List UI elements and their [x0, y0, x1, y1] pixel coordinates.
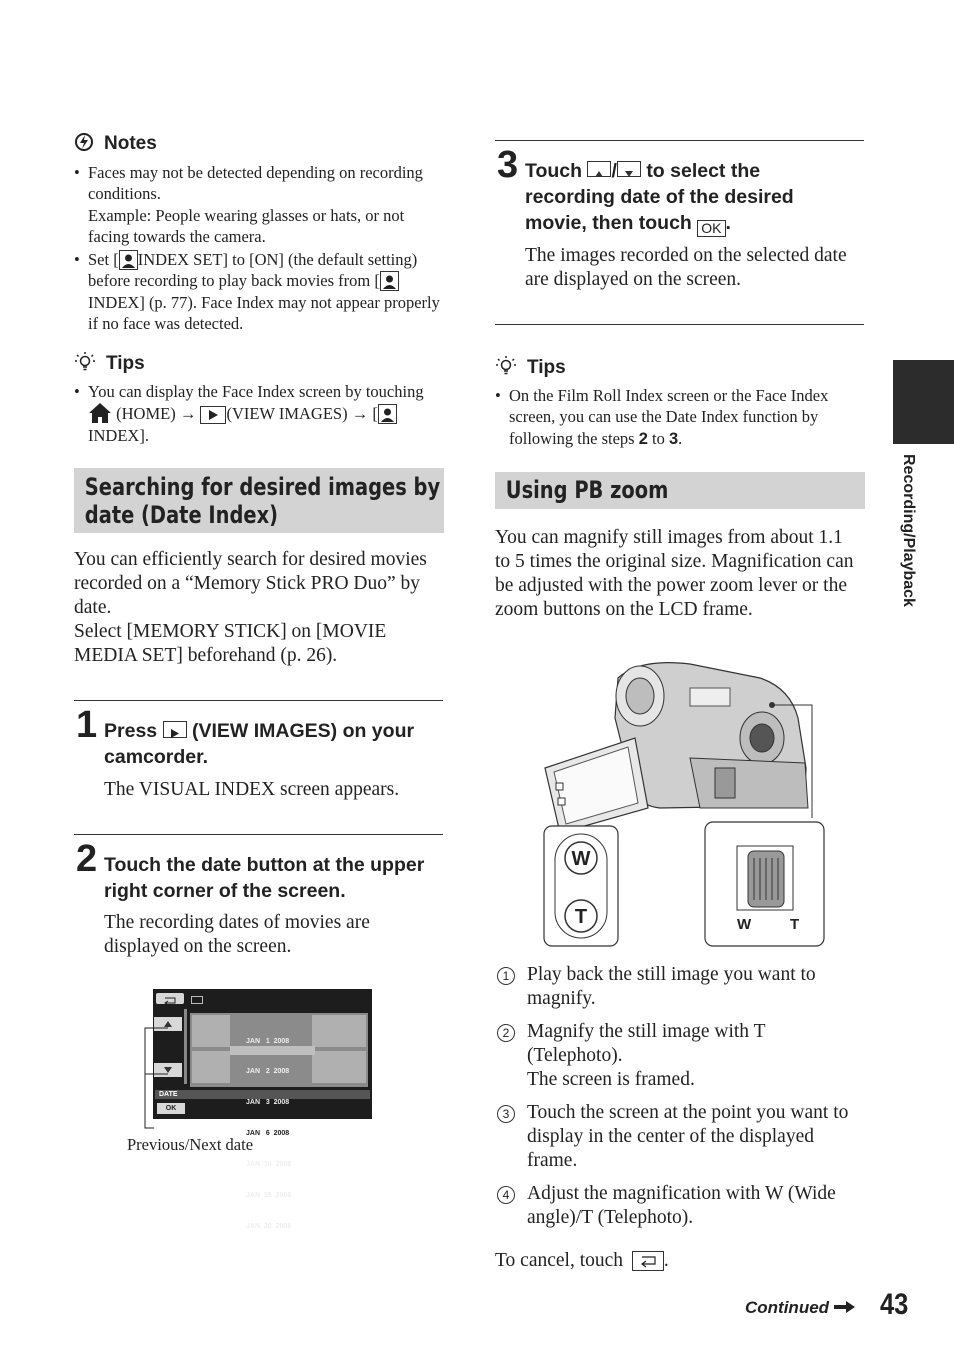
- up-arrow-icon: [587, 161, 611, 177]
- step-3-title-a: Touch: [525, 160, 583, 182]
- cancel-text: To cancel, touch: [495, 1250, 624, 1271]
- lever-w-label: W: [737, 916, 752, 933]
- face-index-icon: [380, 271, 399, 291]
- tip-item: [495, 385, 865, 450]
- scrollbar[interactable]: [184, 1009, 187, 1084]
- screen-caption: Previous/Next date: [127, 1135, 254, 1154]
- date-intro-text-2: Select [MEMORY STICK] on [MOVIE MEDIA SET] beforehand (p. 26).: [74, 621, 387, 666]
- step-3-number: 3: [497, 144, 519, 186]
- note-text-2c: INDEX] (p. 77). Face Index may not appear properly if no face was detected.: [88, 292, 440, 334]
- section-bar-pb-zoom: [495, 472, 865, 509]
- cancel-period: .: [663, 1250, 669, 1271]
- step-2-title: Touch the date button at the upper right corner of the screen.: [104, 854, 425, 902]
- section-title-date-index: Searching for desired images by date (Date Index): [84, 473, 441, 529]
- date-item[interactable]: JAN 1 2008: [246, 1037, 290, 1045]
- zoom-step-text: Touch the screen at the point you want to display in the center of the displayed frame.: [527, 1102, 849, 1171]
- notes-list: [74, 162, 444, 334]
- zoom-step-4: [497, 1182, 865, 1230]
- thumbnail[interactable]: [192, 1051, 230, 1083]
- thumbnail[interactable]: [312, 1015, 366, 1047]
- date-item[interactable]: JAN 20 2008: [246, 1222, 292, 1230]
- date-intro-text: You can efficiently search for desired movies recorded on a “Memory Stick PRO Duo” by date.: [74, 549, 427, 618]
- lightbulb-icon: [74, 351, 96, 373]
- step-3-title: Touch / to select the recording date of the desired movie, then touch OK .: [525, 160, 794, 236]
- arrow-right-icon: [834, 1300, 856, 1314]
- zoom-step-text: Magnify the still image with T (Telephoto).: [527, 1021, 766, 1066]
- t-button-label: T: [574, 906, 588, 928]
- zoom-step-text: Play back the still image you want to magnify.: [527, 964, 816, 1009]
- tip-text-4: INDEX].: [88, 425, 149, 445]
- date-item-selected[interactable]: JAN 6 2008: [246, 1130, 290, 1138]
- step-3-title-b: to select the recording date of the desired movie, then touch: [525, 160, 794, 234]
- circled-number: 3: [497, 1105, 515, 1123]
- section-bar-date-index: [74, 468, 444, 533]
- step-divider: [74, 834, 443, 835]
- zoom-step-extra: The screen is framed.: [527, 1069, 695, 1090]
- zoom-intro: You can magnify still images from about 1.1 to 5 times the original size. Magnification can be adjusted with the power zoom lever or the zoom buttons on the LCD frame.: [495, 527, 854, 620]
- cancel-line: [495, 1249, 669, 1273]
- thumbnail[interactable]: [192, 1015, 230, 1047]
- side-tab: [896, 454, 920, 634]
- continued-text: Continued: [745, 1298, 830, 1317]
- step-3-title-c: .: [725, 212, 731, 234]
- film-icon: [191, 996, 203, 1004]
- step-1-title-b: (VIEW IMAGES) on your camcorder.: [104, 720, 415, 768]
- side-tab-block: [893, 360, 954, 444]
- continued-label: [745, 1298, 856, 1318]
- note-text-2b: INDEX SET] to [ON] (the default setting) before recording to play back movies from [: [88, 250, 418, 291]
- side-tab-label: Recording/Playback: [900, 454, 917, 607]
- circled-number: 2: [497, 1024, 515, 1042]
- caution-icon: [74, 132, 94, 152]
- step-1-title: [104, 718, 449, 770]
- ok-icon: OK: [697, 220, 725, 237]
- step-divider: [495, 324, 864, 325]
- step-1-desc: The VISUAL INDEX screen appears.: [104, 779, 400, 800]
- return-button[interactable]: [156, 993, 184, 1004]
- tip-text: On the Film Roll Index screen or the Face Index screen, you can use the Date Index function by following the steps: [509, 386, 829, 448]
- callout-lines: [140, 1018, 180, 1130]
- tips-heading: Tips: [106, 353, 145, 374]
- camcorder-illustration: [540, 658, 830, 950]
- face-index-icon: [119, 250, 138, 270]
- page-number: 43: [880, 1288, 909, 1321]
- step-ref-2: 2: [638, 429, 648, 448]
- tips-list-left: [74, 381, 444, 446]
- tips-list-right: [495, 385, 865, 450]
- home-icon: [88, 402, 112, 424]
- w-button-label: W: [571, 848, 591, 870]
- lightbulb-icon: [495, 355, 517, 377]
- lever-t-label: T: [790, 916, 800, 933]
- tip-text-2: (HOME) →: [116, 404, 197, 424]
- step-3-desc: The images recorded on the selected date are displayed on the screen.: [525, 245, 847, 290]
- zoom-step-text: Adjust the magnification with W (Wide angle)/T (Telephoto).: [527, 1183, 836, 1228]
- date-item[interactable]: JAN 15 2008: [246, 1192, 292, 1200]
- circled-number: 1: [497, 967, 515, 985]
- tips-heading-row-right: [495, 355, 566, 379]
- tip-to: to: [647, 428, 669, 448]
- note-text-1: Faces may not be detected depending on recording conditions.: [88, 163, 423, 204]
- step-divider: [495, 140, 864, 141]
- tip-end: .: [678, 428, 683, 448]
- view-images-icon: [163, 721, 187, 738]
- note-item-2: [74, 249, 444, 334]
- tip-item: [74, 381, 444, 446]
- note-text-2a: Set [: [88, 250, 119, 270]
- tip-text-3: (VIEW IMAGES) → [: [226, 404, 378, 424]
- date-intro: [74, 548, 446, 668]
- notes-heading: Notes: [104, 133, 157, 154]
- face-index-icon: [378, 404, 397, 424]
- zoom-step-1: [497, 963, 865, 1011]
- step-1-number: 1: [76, 704, 98, 746]
- ok-button[interactable]: OK: [157, 1103, 185, 1114]
- section-title-pb-zoom: Using PB zoom: [505, 476, 669, 504]
- down-arrow-icon: [617, 161, 641, 177]
- zoom-steps: [497, 963, 865, 1230]
- zoom-step-3: [497, 1101, 865, 1173]
- tip-text-1: You can display the Face Index screen by touching: [88, 382, 424, 401]
- date-bar: [155, 1090, 370, 1099]
- step-2-number: 2: [76, 838, 98, 880]
- step-2-desc: The recording dates of movies are displayed on the screen.: [104, 912, 370, 957]
- date-item[interactable]: JAN 2 2008: [246, 1068, 290, 1076]
- notes-heading-row: [74, 132, 157, 155]
- date-item[interactable]: JAN 3 2008: [246, 1099, 290, 1107]
- return-icon: [632, 1251, 664, 1271]
- note-item-1: [74, 162, 444, 247]
- step-1-title-a: Press: [104, 720, 158, 742]
- date-item[interactable]: JAN 10 2008: [246, 1161, 292, 1169]
- thumbnail[interactable]: [312, 1051, 366, 1083]
- zoom-step-2: [497, 1020, 865, 1092]
- step-divider: [74, 700, 443, 701]
- circled-number: 4: [497, 1186, 515, 1204]
- tips-heading-row: [74, 351, 145, 375]
- note-example: Example: People wearing glasses or hats, or not facing towards the camera.: [88, 205, 405, 246]
- date-label: DATE: [159, 1091, 178, 1098]
- tips-heading: Tips: [527, 357, 566, 378]
- step-ref-3: 3: [668, 429, 679, 448]
- view-images-icon: [200, 406, 226, 424]
